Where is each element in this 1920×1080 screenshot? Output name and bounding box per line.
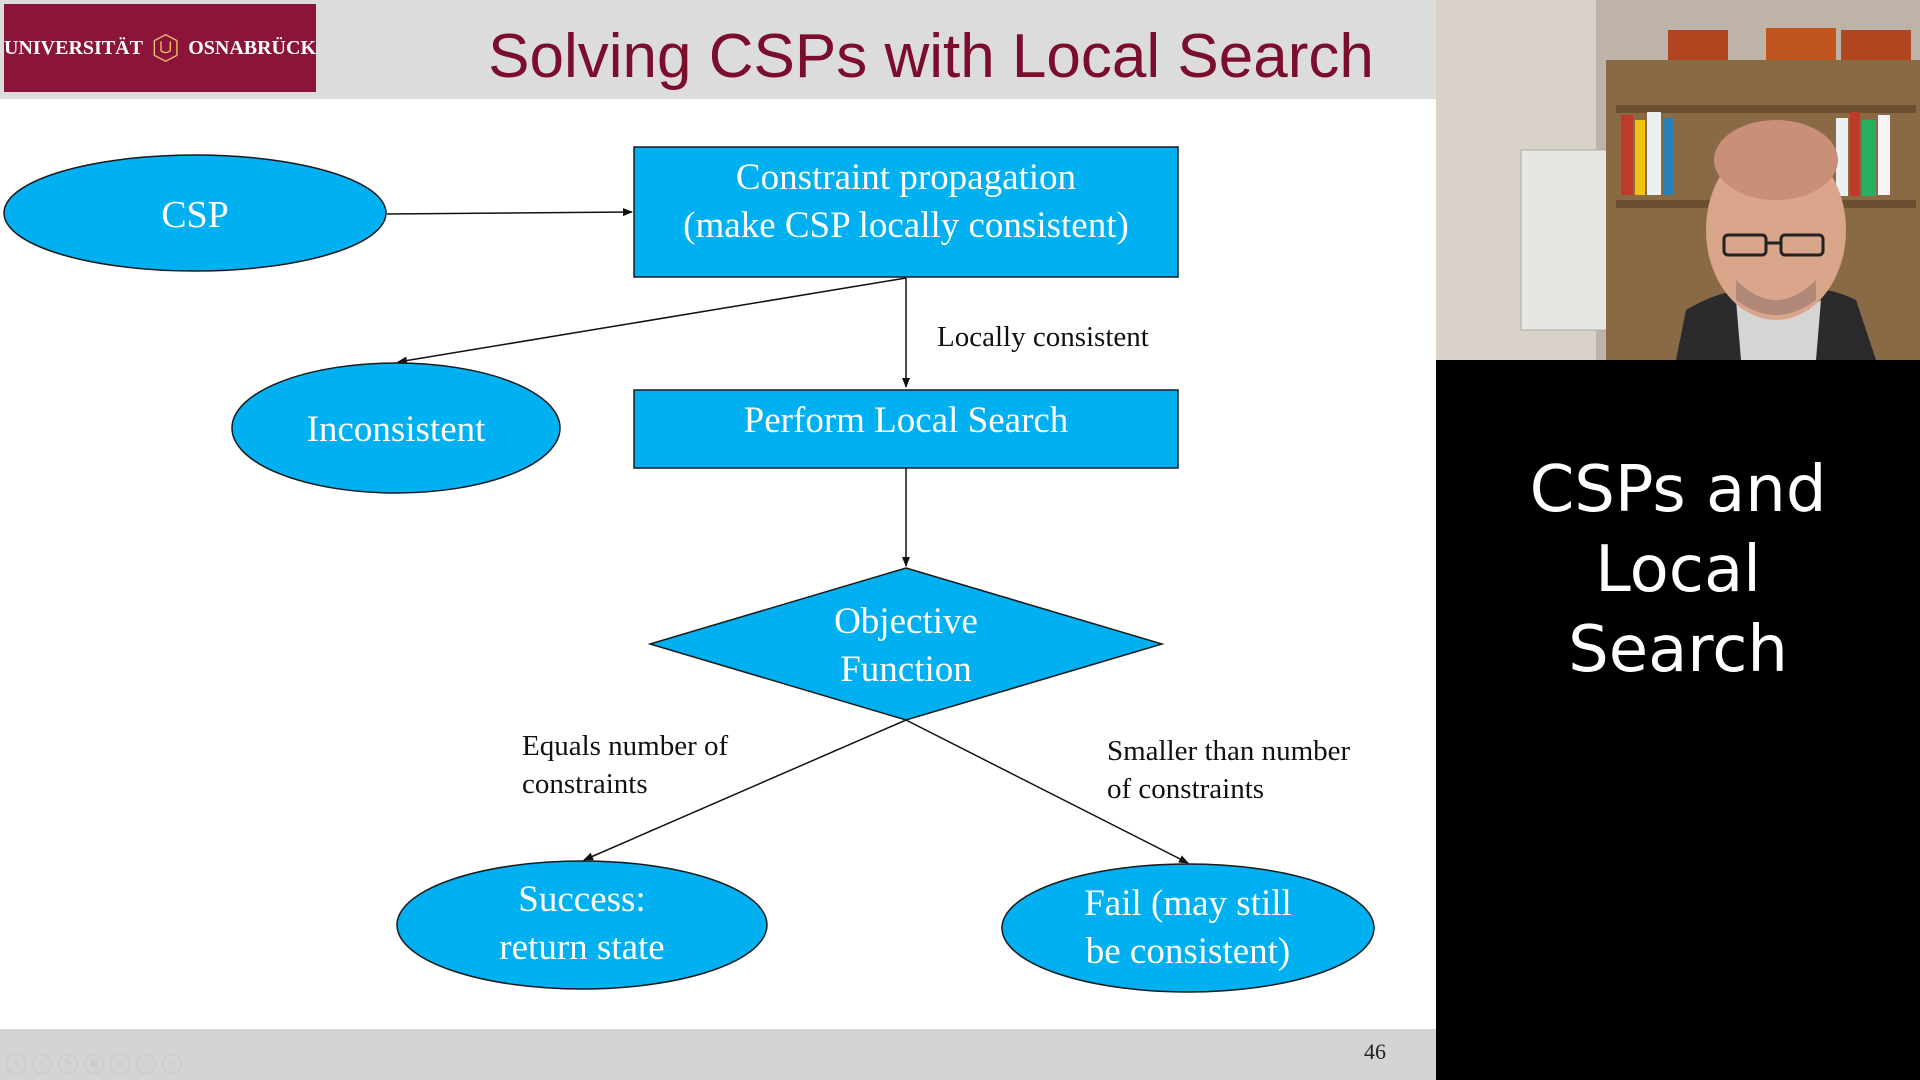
sidebar-title xyxy=(1436,450,1920,690)
pen-icon[interactable]: ✎ xyxy=(58,1054,78,1074)
label-perform-local-search: Perform Local Search xyxy=(743,400,1069,441)
slide-footer xyxy=(0,1029,1436,1080)
sidebar-title-line3: Search xyxy=(1568,613,1788,687)
label-inconsistent: Inconsistent xyxy=(306,409,486,450)
label-objective-1: Objective xyxy=(834,601,978,642)
edge-label-locally-consistent: Locally consistent xyxy=(937,321,1149,353)
zoom-icon[interactable]: ⌕ xyxy=(110,1054,130,1074)
label-success-2: return state xyxy=(499,927,665,968)
label-success-1: Success: xyxy=(518,879,646,920)
edge-label-smaller-2: of constraints xyxy=(1107,773,1265,805)
next-icon[interactable]: › xyxy=(32,1054,52,1074)
label-fail-1: Fail (may still xyxy=(1084,883,1292,924)
previous-icon[interactable]: ‹ xyxy=(6,1054,26,1074)
label-objective-2: Function xyxy=(840,649,972,690)
presentation-controls xyxy=(6,1054,182,1074)
flowchart-diagram xyxy=(0,99,1436,1029)
webcam-feed xyxy=(1436,0,1920,360)
logo-left-text: UNIVERSITÄT xyxy=(4,36,143,59)
video-sidebar xyxy=(1436,0,1920,1080)
edge-label-equals-2: constraints xyxy=(522,768,648,800)
label-constraint-propagation-2: (make CSP locally consistent) xyxy=(683,205,1129,246)
edge-label-smaller-1: Smaller than number xyxy=(1107,735,1351,767)
node-objective-function xyxy=(650,568,1162,720)
label-csp: CSP xyxy=(161,194,229,236)
edge-label-equals-1: Equals number of xyxy=(522,730,729,762)
edge-propagation-to-inconsistent xyxy=(398,278,906,362)
edge-csp-to-propagation xyxy=(387,212,632,214)
webcam-image xyxy=(1436,0,1920,360)
sidebar-title-line2: Local xyxy=(1595,533,1761,607)
label-fail-2: be consistent) xyxy=(1085,931,1291,972)
slide-title: Solving CSPs with Local Search xyxy=(488,22,1374,91)
logo-right-text: OSNABRÜCK xyxy=(188,36,316,59)
page-number: 46 xyxy=(1364,1039,1386,1064)
label-constraint-propagation-1: Constraint propagation xyxy=(735,157,1077,198)
subtitles-icon[interactable]: ▭ xyxy=(136,1054,156,1074)
slide-header xyxy=(0,0,1436,99)
grid-icon[interactable]: ▦ xyxy=(84,1054,104,1074)
slide-content xyxy=(0,99,1436,1029)
sidebar-title-line1: CSPs and xyxy=(1529,453,1827,527)
more-icon[interactable]: ⋯ xyxy=(162,1054,182,1074)
university-logo xyxy=(4,4,316,92)
university-crest-icon xyxy=(153,26,178,70)
